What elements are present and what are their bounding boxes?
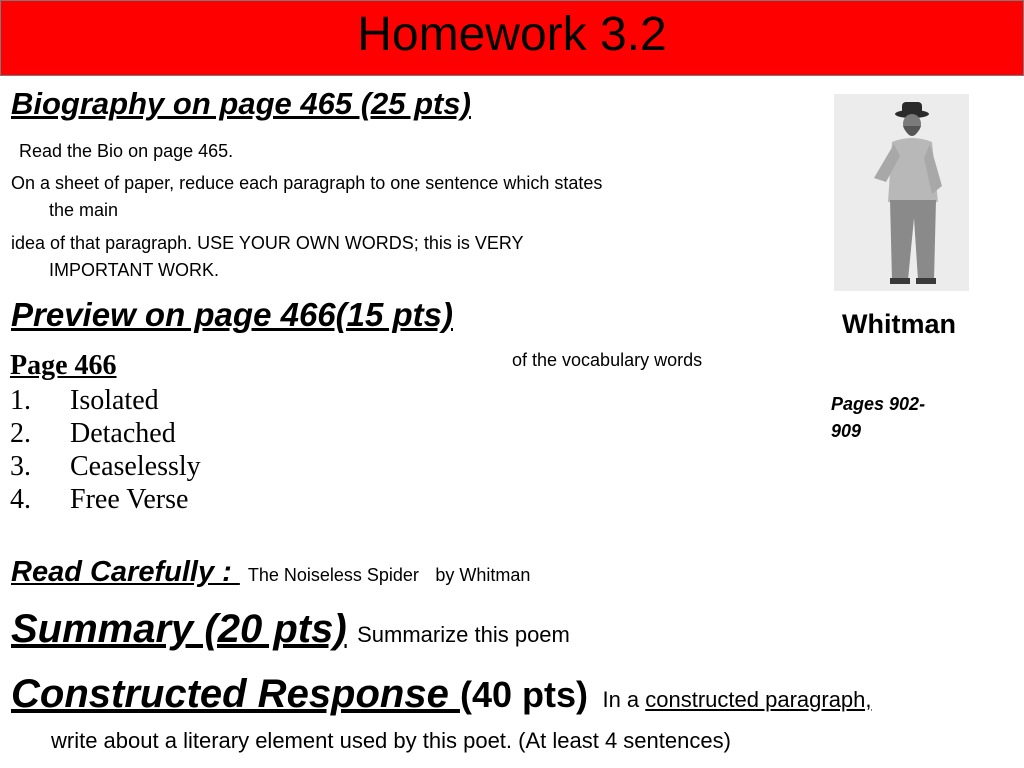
biography-heading: Biography on page 465 (25 pts) [11,86,471,121]
constructed-response-points: (40 pts) [459,674,588,715]
read-carefully-row [11,556,530,589]
summary-label: Summary (20 pts) [11,607,347,651]
vocab-note: of the vocabulary words [512,350,703,370]
summary-row [11,607,570,652]
preview-heading: Preview on page 466(15 pts) [11,296,454,333]
vocab-item: 4. Free Verse [10,484,189,515]
summary-text: Summarize this poem [357,622,570,647]
constructed-response-line-2: write about a literary element used by this poet. (At least 4 sentences) [51,728,731,753]
vocabulary-list [10,384,201,516]
whitman-portrait-icon [834,94,969,291]
pages-range-line-2: 909 [831,421,862,441]
title-bar [0,0,1024,76]
biography-line-3a: idea of that paragraph. USE YOUR OWN WORDS; this is VERY [11,233,524,253]
whitman-portrait-image [834,94,969,291]
constructed-paragraph-link: constructed paragraph, [645,687,872,712]
portrait-caption: Whitman [842,309,956,339]
vocab-item: 2. Detached [10,418,176,449]
biography-line-2b: the main [49,200,119,220]
vocab-item: 1. Isolated [10,385,159,416]
vocab-item: 3. Ceaselessly [10,451,201,482]
poem-title: The Noiseless Spider [247,565,419,585]
constructed-response-label: Constructed Response [11,672,460,716]
constructed-response-row [11,672,872,717]
biography-line-3b: IMPORTANT WORK. [49,260,220,280]
biography-line-2a: On a sheet of paper, reduce each paragraph to one sentence which states [11,173,603,193]
slide-title: Homework 3.2 [357,7,667,61]
pages-range-line-1: Pages 902- [831,394,926,414]
constructed-response-prefix: In a [602,687,646,712]
read-carefully-label: Read Carefully : [11,556,240,588]
biography-line-1: Read the Bio on page 465. [19,141,234,161]
page-466-label: Page 466 [10,350,117,381]
poem-author: by Whitman [435,565,531,585]
